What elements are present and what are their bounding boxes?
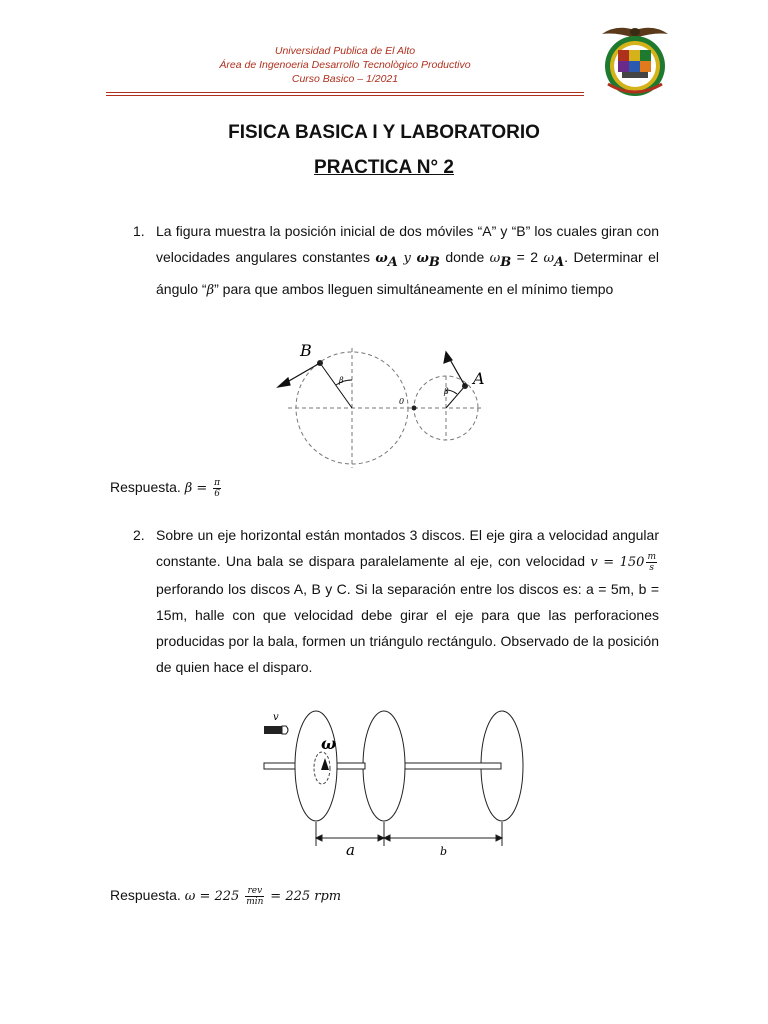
label-a: a: [346, 841, 355, 859]
numerator: π: [214, 478, 221, 488]
arrowhead-left: [384, 835, 390, 841]
text-segment: ” para que ambos lleguen simultáneamente en el mínimo tiempo: [214, 280, 614, 297]
arrowhead-left: [316, 835, 322, 841]
answer-label: Respuesta.: [110, 887, 181, 904]
subscript: B: [428, 254, 440, 270]
bullet-body: [264, 726, 282, 734]
header-rule-thin: [106, 95, 584, 96]
university-seal-logo: [596, 20, 674, 98]
shaft-segment: [405, 763, 501, 769]
text-segment: Sobre un eje horizontal están montados 3 discos. El eje gira a velocidad angular constante. Una bala se dispara paralelamente al eje, con velocidad: [156, 527, 659, 569]
answer-2: [110, 886, 341, 907]
denominator: min: [246, 897, 264, 907]
numerator: m: [647, 551, 656, 562]
text-segment: perforando los discos A, B y C. Si la separación entre los discos es: a = 5m, b = 15m, halle con que velocidad debe girar el eje para que las perforaciones producidas por la bala, formen un triángulo rectángulo. Observado de la posición de quien hace el disparo.: [156, 581, 659, 675]
beta-symbol: β: [206, 282, 215, 298]
radius-b: [320, 363, 352, 408]
text-segment: y: [397, 251, 417, 266]
answer-lhs: ω = 225: [184, 889, 240, 905]
label-o: 0: [399, 397, 405, 406]
text-segment: La figura muestra la posición inicial de dos móviles “A” y “B” los cuales giran con velocidades angulares constantes: [156, 223, 659, 265]
label-b: b: [440, 845, 448, 858]
document-header: [0, 0, 768, 100]
arrowhead-b: [278, 378, 290, 387]
label-b: B: [300, 341, 312, 360]
answer-1: [110, 478, 223, 499]
header-text: [180, 44, 510, 86]
page-title: FISICA BASICA I Y LABORATORIO: [228, 122, 540, 143]
shaft-segment: [337, 763, 365, 769]
subscript: A: [387, 254, 398, 270]
radius-a: [446, 386, 465, 408]
arrowhead-right: [496, 835, 502, 841]
label-v: v: [273, 712, 279, 723]
denominator: 6: [214, 489, 220, 499]
omega-symbol: ω: [416, 251, 429, 266]
label-beta-b: β: [339, 376, 344, 385]
numerator: rev: [245, 886, 264, 897]
university-name: Universidad Publica de El Alto: [274, 45, 416, 57]
answer-label: Respuesta.: [110, 479, 181, 496]
text-segment: = 2: [511, 249, 544, 265]
answer-lhs: β =: [184, 481, 208, 497]
figure-three-discs: [258, 706, 530, 866]
bullet-tip: [282, 726, 288, 734]
header-rule: [106, 92, 584, 93]
problem-1: [133, 218, 659, 304]
problem-number: 1.: [133, 223, 145, 239]
omega-symbol: ω: [375, 251, 388, 266]
disc-b: [363, 711, 405, 821]
page-subtitle: PRACTICA N° 2: [314, 157, 454, 178]
problem-text: [156, 218, 659, 304]
answer-fraction: [213, 478, 221, 499]
course-name: Curso Basico – 1/2021: [291, 73, 399, 85]
label-omega: ω: [321, 734, 337, 753]
subscript: A: [554, 254, 565, 270]
text-segment: donde: [439, 249, 490, 265]
label-a: A: [473, 369, 485, 388]
subscript: B: [500, 254, 512, 270]
problem-number: 2.: [133, 527, 145, 543]
velocity-expression: v = 150: [590, 555, 645, 570]
figure-two-circles: [268, 338, 500, 470]
units-fraction: [646, 552, 657, 573]
answer-rhs: = 225 rpm: [270, 889, 342, 905]
problem-text: [156, 522, 659, 680]
area-name: Área de Ingenoeria Desarrollo Tecnològico Productivo: [219, 59, 471, 71]
denominator: s: [649, 562, 655, 573]
point-o: [412, 406, 417, 411]
problem-2: [133, 522, 659, 680]
omega-symbol: ω: [489, 251, 501, 266]
text-segment: . Determinar el ángulo “: [156, 249, 659, 297]
omega-symbol: ω: [543, 251, 555, 266]
disc-a: [295, 711, 337, 821]
answer-fraction: [245, 886, 264, 907]
label-beta-a: β: [444, 387, 449, 396]
